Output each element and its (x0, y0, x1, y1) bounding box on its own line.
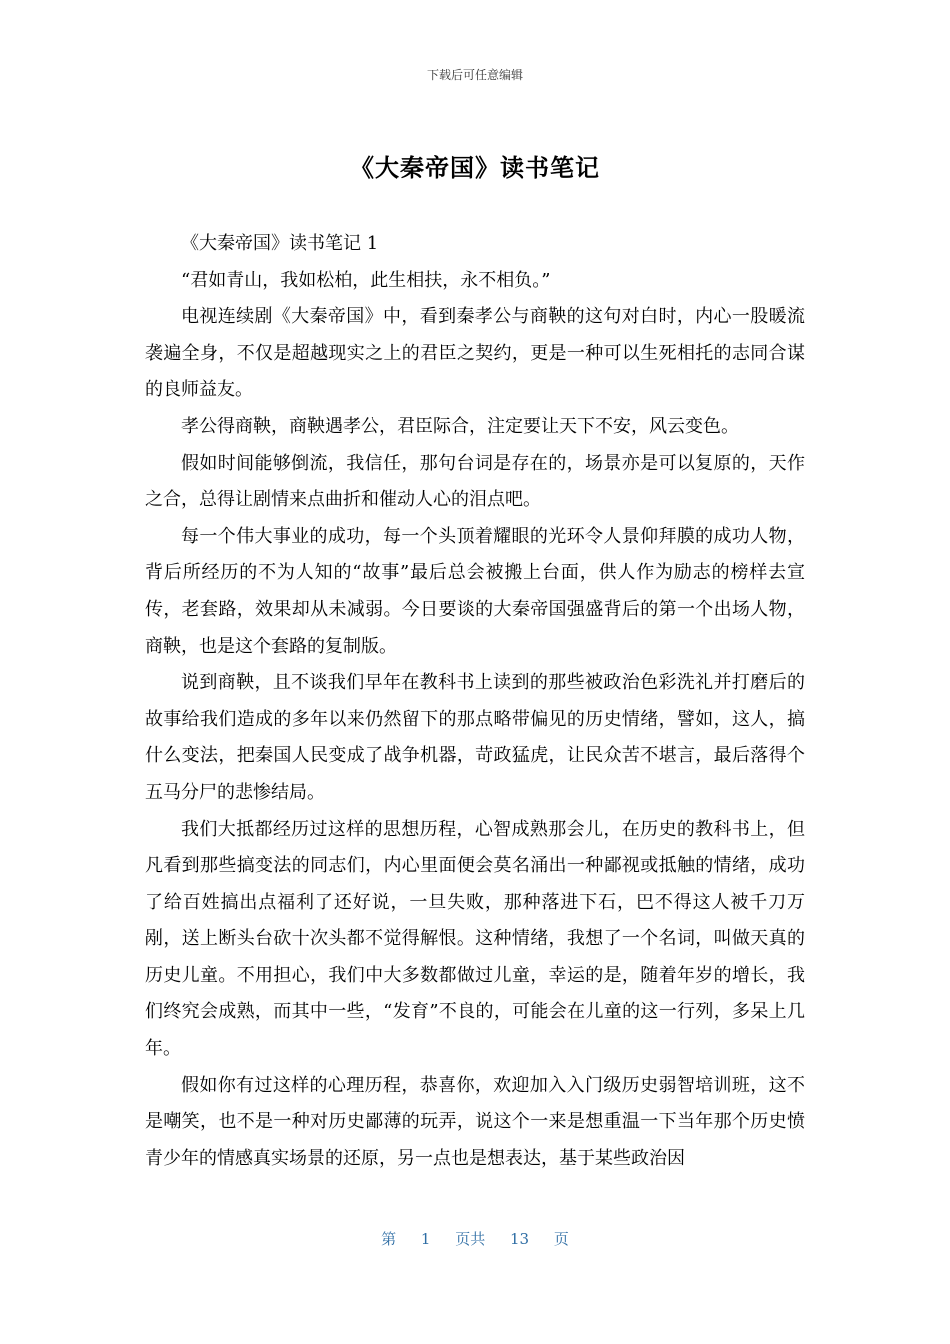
page-number: 1 (420, 1230, 431, 1248)
page-suffix: 页 (553, 1230, 569, 1248)
paragraph: 说到商鞅，且不谈我们早年在教科书上读到的那些被政治色彩洗礼并打磨后的故事给我们造成的多年以来仍然留下的那点略带偏见的历史情绪，譬如，这人，搞什么变法，把秦国人民变成了战争机器，苛政猛虎，让民众苦不堪言，最后落得个五马分尸的悲惨结局。 (145, 672, 805, 803)
paragraph: 每一个伟大事业的成功，每一个头顶着耀眼的光环令人景仰拜膜的成功人物，背后所经历的不为人知的“故事”最后总会被搬上台面，供人作为励志的榜样去宣传，老套路，效果却从未减弱。今日要谈的大秦帝国强盛背后的第一个出场人物，商鞅，也是这个套路的复制版。 (145, 525, 805, 657)
paragraph: 孝公得商鞅，商鞅遇孝公，君臣际合，注定要让天下不安，风云变色。 (181, 415, 739, 437)
page-total: 13 (510, 1230, 530, 1248)
document-title: 《大秦帝国》读书笔记 (350, 154, 600, 182)
paragraph: 假如你有过这样的心理历程，恭喜你，欢迎加入入门级历史弱智培训班，这不是嘲笑，也不是一种对历史鄙薄的玩弄，说这个一来是想重温一下当年那个历史愤青少年的情感真实场景的还原，另一点也是想表达，基于某些政治因 (145, 1074, 805, 1169)
document-body (145, 226, 805, 1177)
paragraph: 我们大抵都经历过这样的思想历程，心智成熟那会儿，在历史的教科书上，但凡看到那些搞变法的同志们，内心里面便会莫名涌出一种鄙视或抵触的情绪，成功了给百姓搞出点福利了还好说，一旦失败，那种落进下石，巴不得这人被千刀万剐，送上断头台砍十次头都不觉得解恨。这种情绪，我想了一个名词，叫做天真的历史儿童。不用担心，我们中大多数都做过儿童，幸运的是，随着年岁的增长，我们终究会成熟，而其中一些，“发育”不良的，可能会在儿童的这一行列，多呆上几年。 (145, 818, 805, 1060)
page-footer (0, 1228, 950, 1249)
page-mid: 页共 (455, 1230, 486, 1248)
paragraph-quote: “君如青山，我如松柏，此生相扶，永不相负。” (181, 269, 551, 291)
paragraph: 电视连续剧《大秦帝国》中，看到秦孝公与商鞅的这句对白时，内心一股暖流袭遍全身，不仅是超越现实之上的君臣之契约，更是一种可以生死相托的志同合谋的良师益友。 (145, 306, 805, 401)
paragraph-subtitle: 《大秦帝国》读书笔记 1 (181, 233, 379, 254)
page-prefix: 第 (381, 1230, 397, 1248)
paragraph: 假如时间能够倒流，我信任，那句台词是存在的，场景亦是可以复原的，天作之合，总得让剧情来点曲折和催动人心的泪点吧。 (145, 452, 805, 511)
page-header-note: 下载后可任意编辑 (426, 68, 523, 82)
